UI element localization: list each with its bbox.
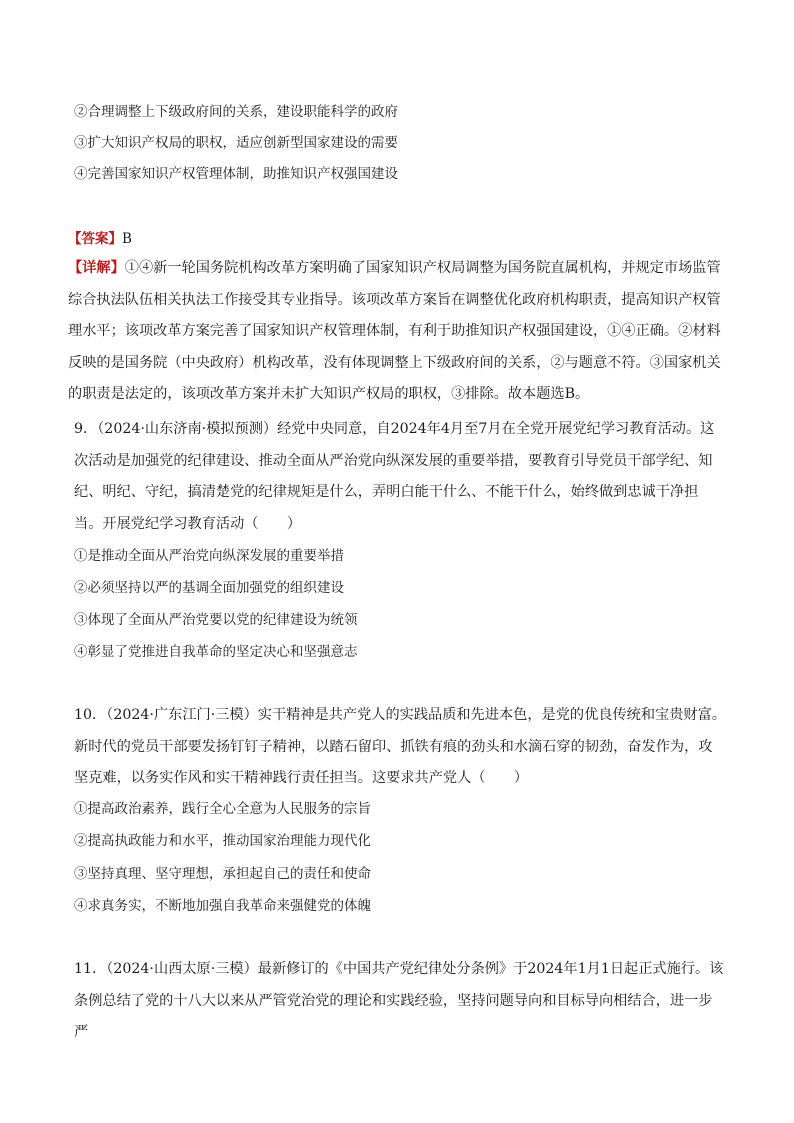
q10-option-2: ②提高执政能力和水平，推动国家治理能力现代化 xyxy=(74,833,371,849)
explain-tag: 【详解】 xyxy=(68,260,125,276)
q8-explanation xyxy=(68,253,726,411)
q11-stem: 11．（2024·山西太原·三模）最新修订的《中国共产党纪律处分条例》于2024年1月1日起正式施行。该条例总结了党的十八大以来从严管党治党的理论和实践经验，坚持问题导向和目标导向相结合，进一步严 xyxy=(74,961,724,1041)
explain-text: ①④新一轮国务院机构改革方案明确了国家知识产权局调整为国务院直属机构，并规定市场监管综合执法队伍相关执法工作接受其专业指导。该项改革方案旨在调整优化政府机构职责，提高知识产权管理水平；该项改革方案完善了国家知识产权管理体制，有利于助推知识产权强国建设，①④正确。②材料反映的是国务院（中央政府）机构改革，没有体现调整上下级政府间的关系，②与题意不符。③国家机关的职责是法定的，该项改革方案并未扩大知识产权局的职权，③排除。故本题选B。 xyxy=(68,260,721,403)
q9-option-4: ④彰显了党推进自我革命的坚定决心和坚强意志 xyxy=(74,644,358,660)
q9-option-2: ②必须坚持以严的基调全面加强党的组织建设 xyxy=(74,580,344,596)
q8-option-2: ②合理调整上下级政府间的关系，建设职能科学的政府 xyxy=(74,104,398,120)
q10-option-1: ①提高政治素养，践行全心全意为人民服务的宗旨 xyxy=(74,801,371,817)
answer-tag: 【答案】 xyxy=(68,231,122,247)
q10-stem: 10．（2024·广东江门·三模）实干精神是共产党人的实践品质和先进本色，是党的优良传统和宝贵财富。新时代的党员干部要发扬钉钉子精神，以踏石留印、抓铁有痕的劲头和水滴石穿的韧劲，奋发作为，攻坚克难，以务实作风和实干精神践行责任担当。这要求共产党人（ ） xyxy=(74,707,726,787)
q10-option-4: ④求真务实，不断地加强自我革命来强健党的体魄 xyxy=(74,898,371,914)
q8-answer xyxy=(68,230,718,248)
q9-option-1: ①是推动全面从严治党向纵深发展的重要举措 xyxy=(74,548,344,564)
q8-option-4: ④完善国家知识产权管理体制，助推知识产权强国建设 xyxy=(74,166,398,182)
q8-option-3: ③扩大知识产权局的职权，适应创新型国家建设的需要 xyxy=(74,135,398,151)
q9-stem: 9．（2024·山东济南·模拟预测）经党中央同意，自2024年4月至7月在全党开展党纪学习教育活动。这次活动是加强党的纪律建设、推动全面从严治党向纵深发展的重要举措，要教育引导党员干部学纪、知纪、明纪、守纪，搞清楚党的纪律规矩是什么，弄明白能干什么、不能干什么，始终做到忠诚干净担当。开展党纪学习教育活动（ ） xyxy=(74,421,715,532)
q9-option-3: ③体现了全面从严治党要以党的纪律建设为统领 xyxy=(74,612,358,628)
answer-value: B xyxy=(122,231,132,247)
q10-option-3: ③坚持真理、坚守理想，承担起自己的责任和使命 xyxy=(74,866,371,882)
